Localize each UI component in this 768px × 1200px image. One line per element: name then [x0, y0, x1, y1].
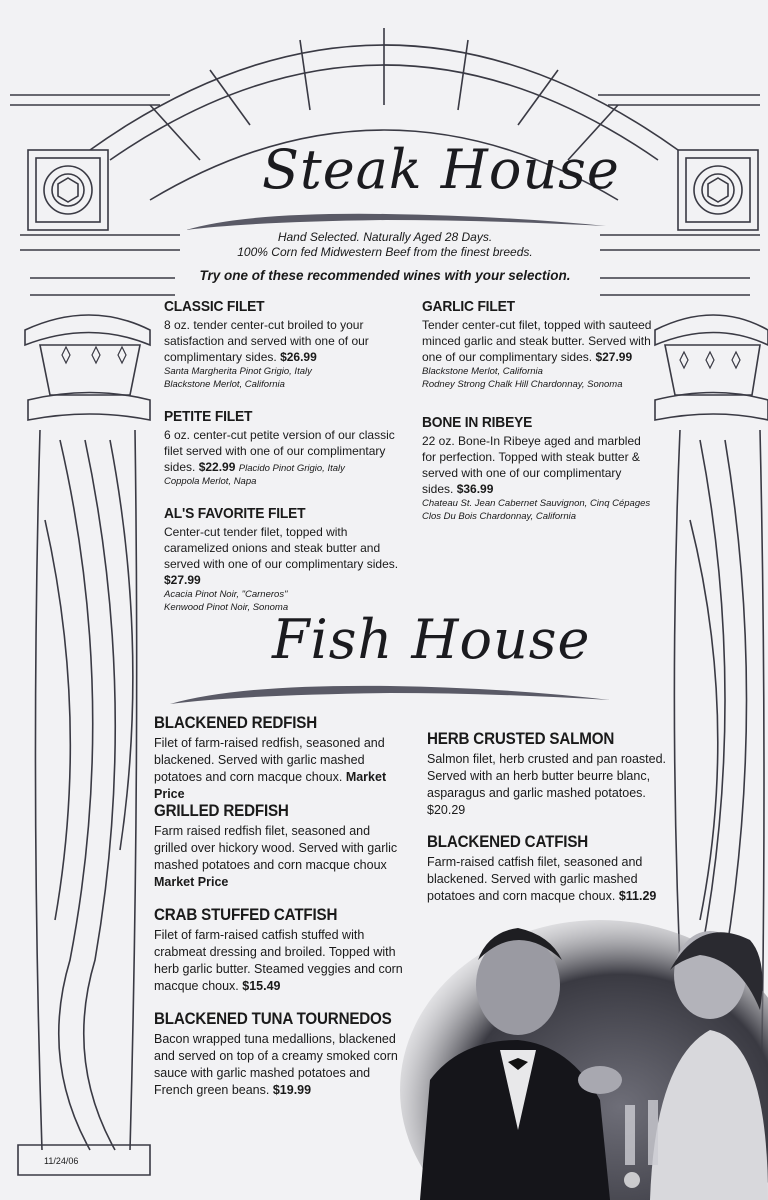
wine-pairing: Blackstone Merlot, California	[422, 366, 543, 377]
menu-item-herb-crusted-salmon	[427, 730, 667, 819]
item-description: Bacon wrapped tuna medallions, blackened and served on top of a creamy smoked corn sauce with garlic mashed potatoes and French green beans. $19.99	[154, 1032, 398, 1097]
intro-line-2: 100% Corn fed Midwestern Beef from the finest breeds.	[237, 245, 533, 259]
menu-item-blackened-redfish	[154, 714, 404, 803]
intro-line-1: Hand Selected. Naturally Aged 28 Days.	[277, 230, 493, 244]
item-name: PETITE FILET	[164, 408, 253, 425]
item-name: GARLIC FILET	[422, 298, 515, 315]
item-description: 6 oz. center-cut petite version of our classic filet served with one of our complimentary sides. $22.99 Placido Pinot Grigio, Italy	[164, 428, 395, 474]
item-name: HERB CRUSTED SALMON	[427, 730, 615, 748]
steak-house-title: Steak House	[262, 138, 620, 201]
wine-pairing: Placido Pinot Grigio, Italy	[238, 463, 345, 474]
item-price: $19.99	[272, 1083, 312, 1097]
item-description: Farm raised redfish filet, seasoned and grilled over hickory wood. Served with garlic mashed potatoes and corn macque choux Market Price	[154, 824, 398, 889]
item-name: GRILLED REDFISH	[154, 802, 289, 820]
menu-item-petite-filet	[164, 408, 404, 488]
item-name: BLACKENED TUNA TOURNEDOS	[154, 1010, 392, 1028]
item-price: $26.99	[280, 350, 317, 364]
item-description: Filet of farm-raised catfish stuffed with crabmeat dressing and broiled. Topped with herb garlic butter. Steamed veggies and corn macque choux. $15.49	[154, 928, 403, 993]
menu-item-classic-filet	[164, 298, 404, 391]
wine-pairing: Acacia Pinot Noir, "Carneros"	[164, 589, 288, 600]
fish-house-title: Fish House	[272, 608, 591, 671]
menu-item-blackened-tuna-tournedos	[154, 1010, 404, 1099]
item-description: 8 oz. tender center-cut broiled to your satisfaction and served with one of our complimentary sides. $26.99	[164, 318, 369, 364]
fish-title-swoosh	[170, 682, 610, 708]
item-price: $20.29	[427, 803, 466, 817]
menu-item-als-favorite-filet	[164, 505, 409, 614]
date-code: 11/24/06	[44, 1156, 79, 1166]
item-name: CRAB STUFFED CATFISH	[154, 906, 338, 924]
wine-recommendation-note: Try one of these recommended wines with your selection.	[199, 268, 571, 283]
menu-item-bone-in-ribeye	[422, 414, 654, 523]
menu-item-blackened-catfish	[427, 833, 667, 905]
menu-item-crab-stuffed-catfish	[154, 906, 404, 995]
item-description: 22 oz. Bone-In Ribeye aged and marbled for perfection. Topped with steak butter & served with one of our complimentary sides. $36.99	[422, 434, 641, 496]
steak-intro	[200, 230, 570, 260]
menu-item-garlic-filet	[422, 298, 654, 391]
item-description: Farm-raised catfish filet, seasoned and blackened. Served with garlic mashed potatoes and corn macque choux. $11.29	[427, 855, 657, 903]
item-price: Market Price	[154, 875, 229, 889]
item-name: BONE IN RIBEYE	[422, 414, 533, 431]
item-description: Tender center-cut filet, topped with sauteed minced garlic and steak butter. Served with one of our complimentary sides. $27.99	[422, 318, 652, 364]
item-name: BLACKENED REDFISH	[154, 714, 318, 732]
item-description: Center-cut tender filet, topped with caramelized onions and steak butter and served with one of our complimentary sides. $27.99	[164, 525, 399, 587]
item-price: $15.49	[242, 979, 281, 993]
wine-pairing: Santa Margherita Pinot Grigio, Italy	[164, 366, 312, 377]
couple-dining-photo	[400, 900, 768, 1200]
menu-item-grilled-redfish	[154, 802, 404, 891]
wine-pairing: Kenwood Pinot Noir, Sonoma	[164, 602, 289, 613]
wine-pairing: Chateau St. Jean Cabernet Sauvignon, Cinq Cépages	[422, 498, 651, 509]
item-name: BLACKENED CATFISH	[427, 833, 589, 851]
item-price: $22.99	[198, 460, 236, 474]
wine-pairing: Rodney Strong Chalk Hill Chardonnay, Sonoma	[422, 379, 623, 390]
item-description: Filet of farm-raised redfish, seasoned and blackened. Served with garlic mashed potatoes and corn macque choux. Market Price	[154, 736, 387, 801]
item-description: Salmon filet, herb crusted and pan roasted. Served with an herb butter beurre blanc, asparagus and garlic mashed potatoes. $20.29	[427, 752, 667, 817]
item-price: Market Price	[154, 770, 387, 801]
item-price: $36.99	[456, 482, 494, 496]
item-name: AL'S FAVORITE FILET	[164, 505, 306, 522]
wine-pairing: Blackstone Merlot, California	[164, 379, 285, 390]
item-price: $11.29	[618, 889, 657, 903]
wine-pairing: Coppola Merlot, Napa	[164, 476, 257, 487]
wine-pairing: Clos Du Bois Chardonnay, California	[422, 511, 577, 522]
item-price: $27.99	[164, 573, 201, 587]
item-name: CLASSIC FILET	[164, 298, 265, 315]
item-price: $27.99	[595, 350, 633, 364]
